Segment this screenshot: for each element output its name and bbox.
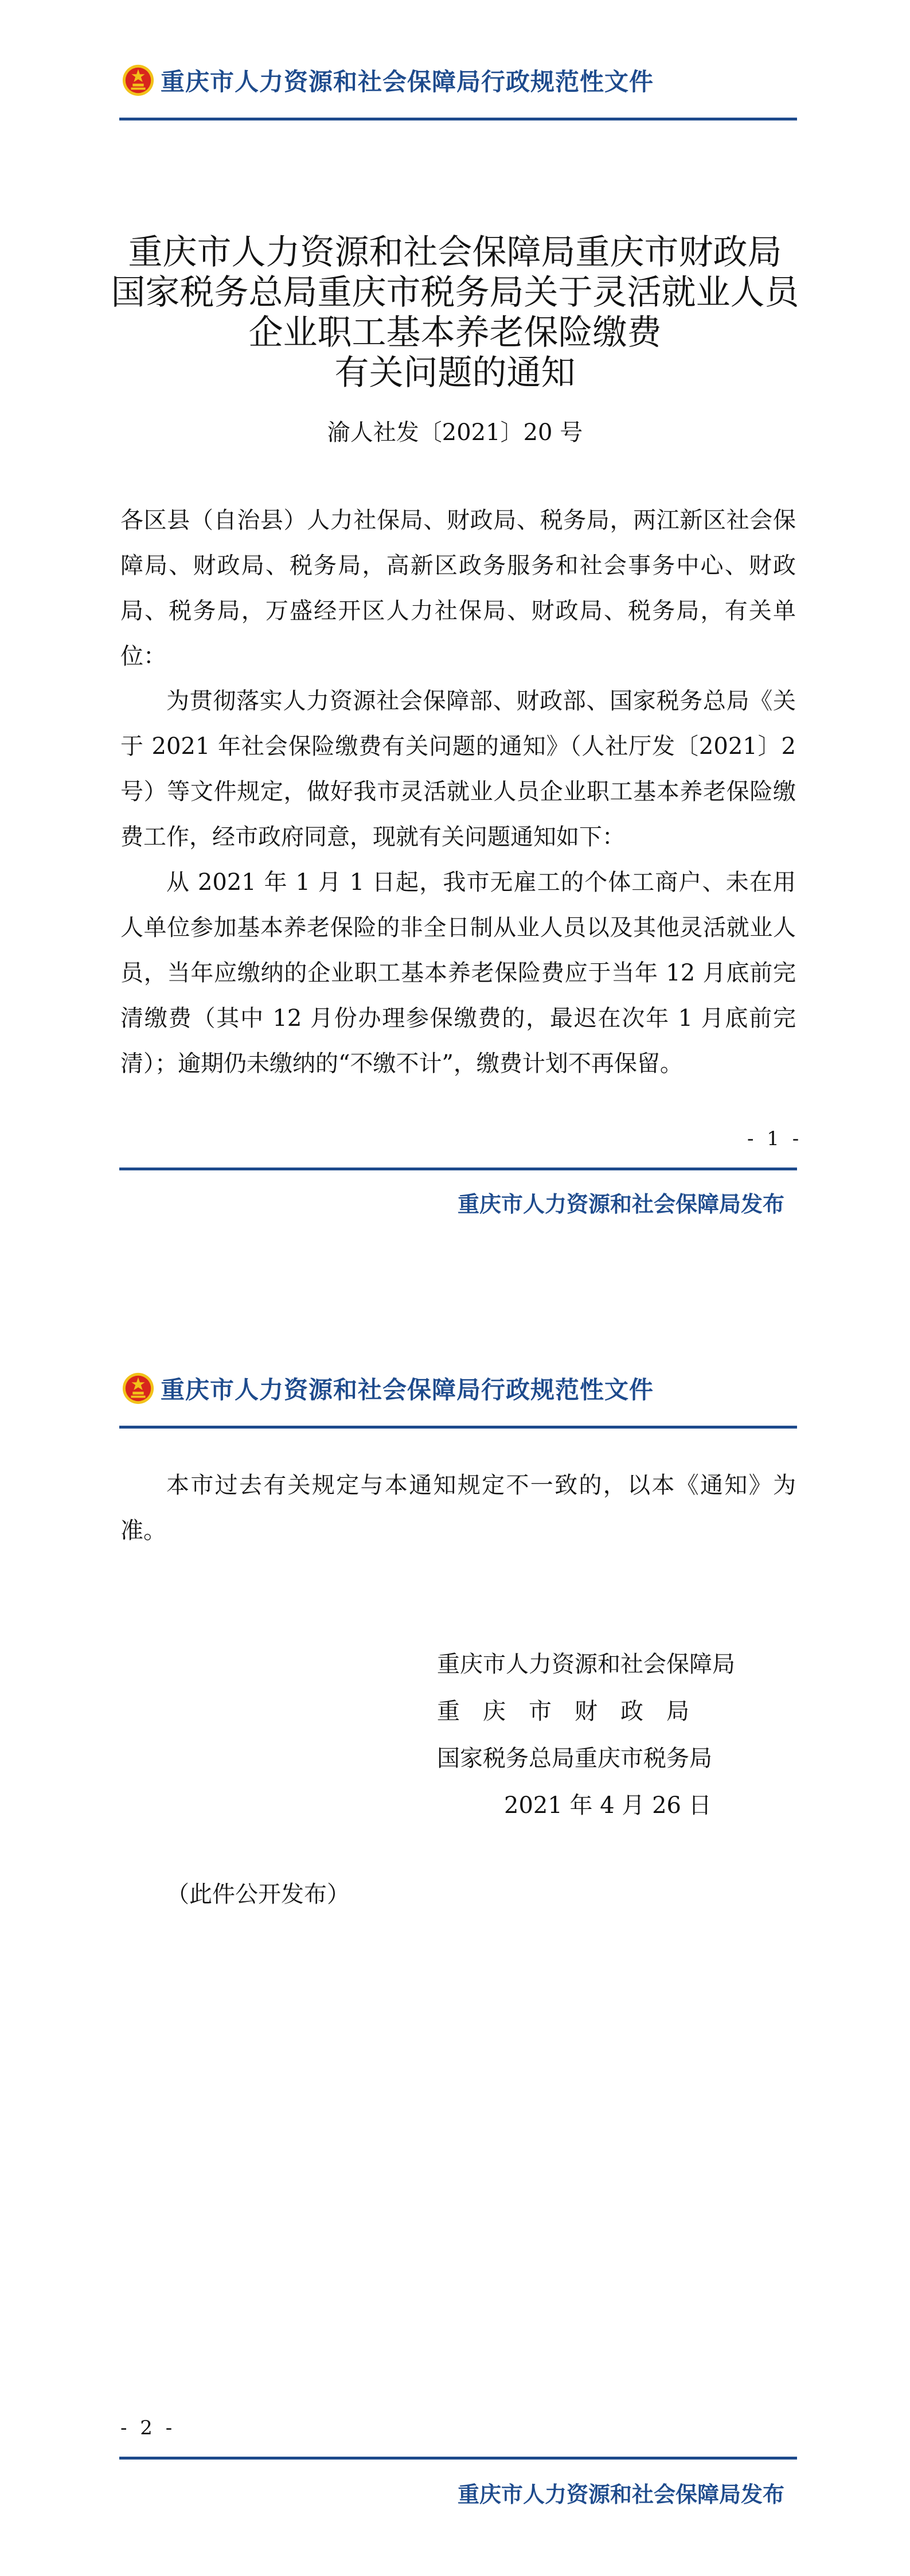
signatory: 重 庆 市 财 政 局: [437, 1698, 689, 1725]
addressee: 各区县（自治县）人力社保局、财政局、税务局，两江新区社会保障局、财政局、税务局，高新区政务服务和社会事务中心、财政局、税务局，万盛经开区人力社保局、财政局、税务局，有关单位：: [120, 507, 796, 670]
footer-rule: [119, 2457, 797, 2460]
page-number: - 2 -: [120, 2417, 176, 2439]
national-emblem-icon: [122, 64, 155, 97]
header-title: 重庆市人力资源和社会保障局行政规范性文件: [161, 68, 654, 96]
header-rule: [119, 118, 797, 120]
title-line: 有关问题的通知: [334, 353, 576, 393]
page-number: - 1 -: [747, 1127, 803, 1150]
header-rule: [119, 1426, 797, 1429]
footer-rule: [119, 1168, 797, 1170]
title-line: 国家税务总局重庆市税务局关于灵活就业人员: [111, 273, 799, 313]
signatory: 重庆市人力资源和社会保障局: [437, 1651, 735, 1678]
footer-publisher: 重庆市人力资源和社会保障局发布: [458, 2482, 785, 2507]
document-number: 渝人社发〔2021〕20 号: [327, 419, 583, 446]
signatory: 国家税务总局重庆市税务局: [437, 1745, 712, 1772]
page1-header: [122, 63, 654, 98]
signature-block: [437, 1641, 735, 1829]
page2-header: [122, 1371, 654, 1406]
document-title: [0, 232, 910, 393]
title-line: 企业职工基本养老保险缴费: [248, 313, 662, 353]
paragraph-1: 为贯彻落实人力资源社会保障部、财政部、国家税务总局《关于 2021 年社会保险缴费有关问题的通知》（人社厅发〔2021〕2 号）等文件规定，做好我市灵活就业人员企业职工基本养老保险缴费工作，经市政府同意，现就有关问题通知如下：: [120, 688, 796, 850]
paragraph-3: 本市过去有关规定与本通知规定不一致的，以本《通知》为准。: [120, 1472, 796, 1544]
publish-note: （此件公开发布）: [166, 1881, 350, 1908]
footer-publisher: 重庆市人力资源和社会保障局发布: [458, 1192, 785, 1217]
paragraph-2: 从 2021 年 1 月 1 日起，我市无雇工的个体工商户、未在用人单位参加基本养老保险的非全日制从业人员以及其他灵活就业人员，当年应缴纳的企业职工基本养老保险费应于当年 12 月底前完清缴费（其中 12 月份办理参保缴费的，最迟在次年 1 月底前完清）；逾期仍未缴纳的“不缴不计”，缴费计划不再保留。: [120, 869, 796, 1077]
national-emblem-icon: [122, 1372, 155, 1405]
header-title: 重庆市人力资源和社会保障局行政规范性文件: [161, 1376, 654, 1404]
issue-date: 2021 年 4 月 26 日: [504, 1792, 712, 1819]
title-line: 重庆市人力资源和社会保障局重庆市财政局: [128, 232, 782, 273]
